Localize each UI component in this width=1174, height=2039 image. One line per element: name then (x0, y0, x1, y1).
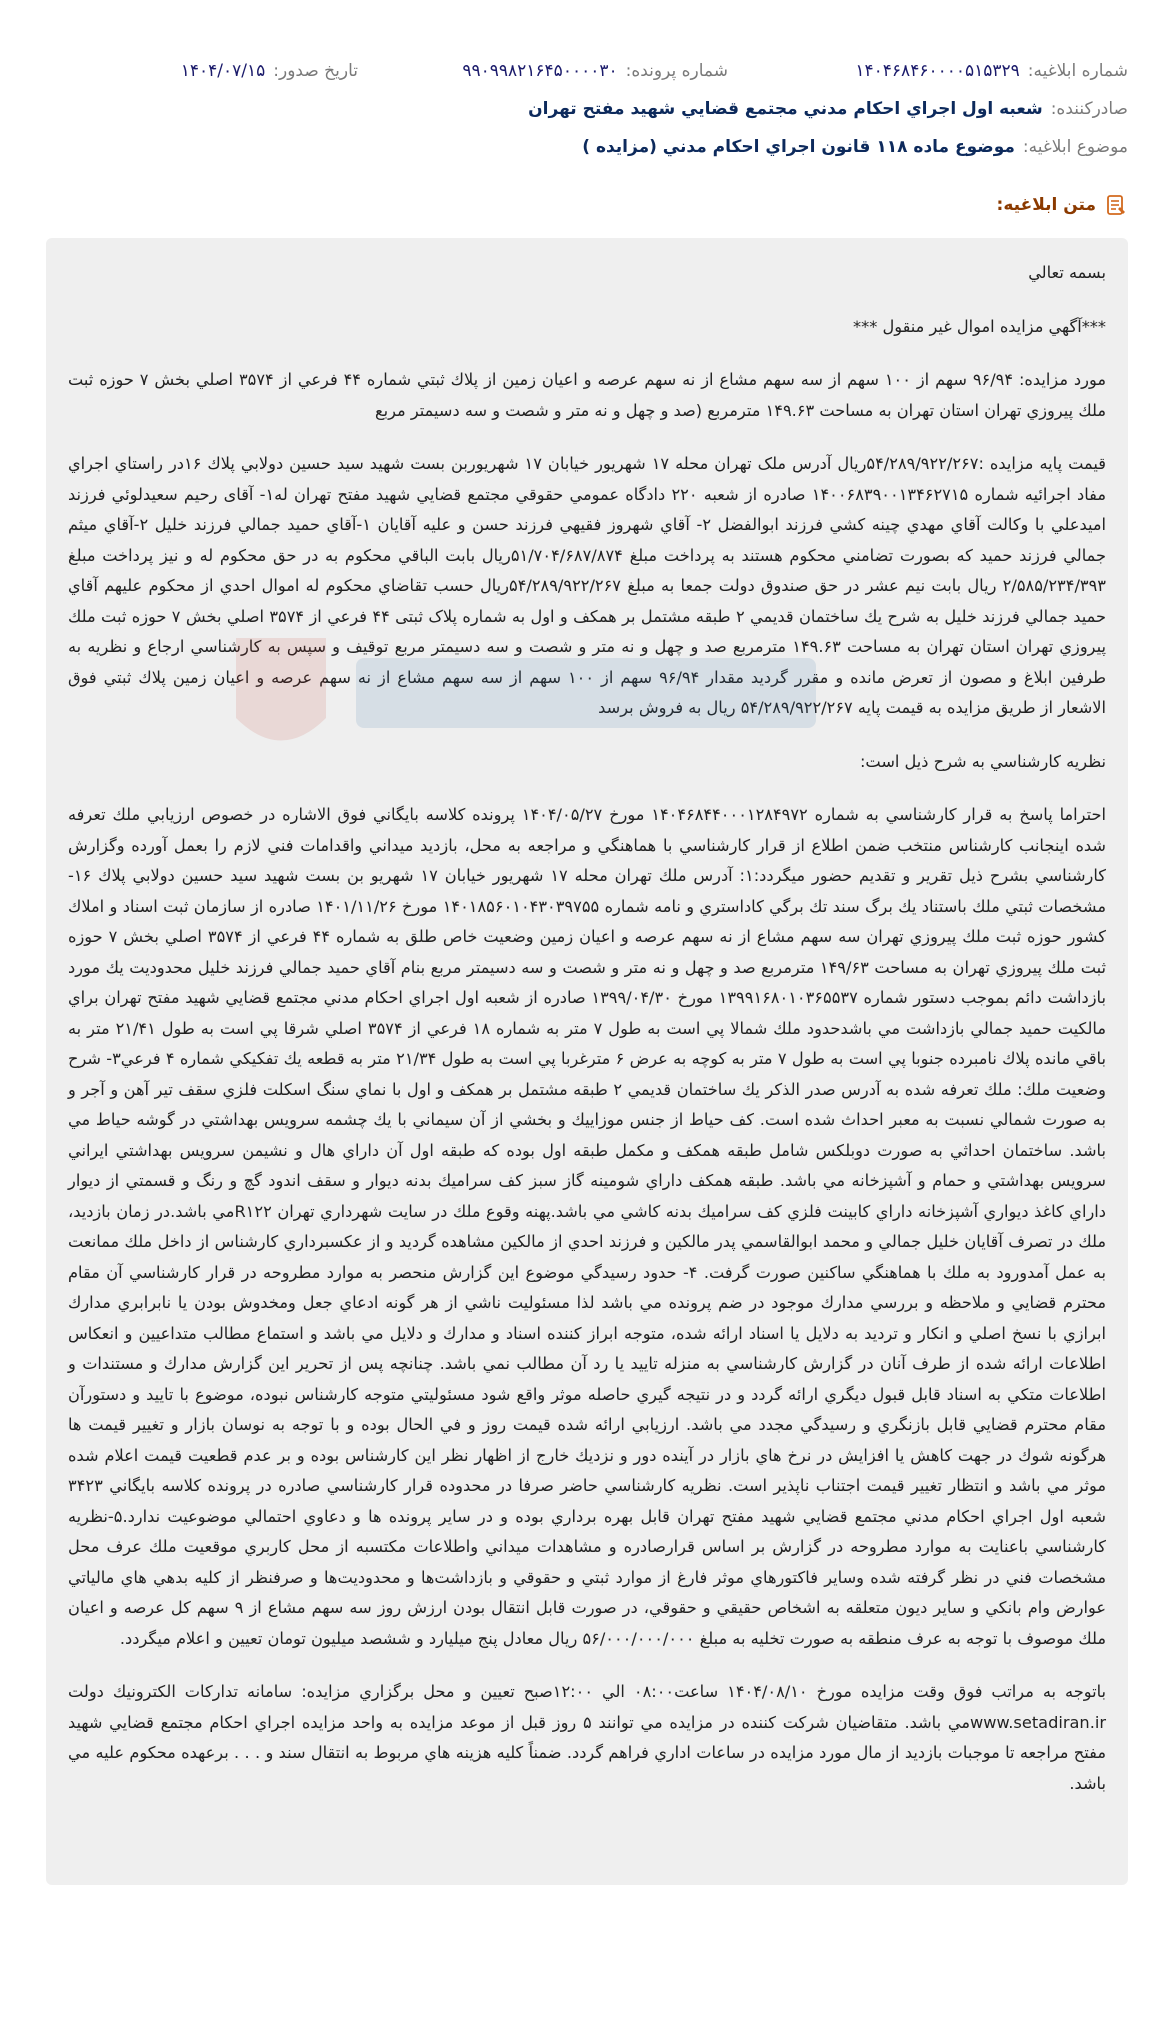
notice-text-heading (997, 193, 1128, 217)
header-row-issuer (46, 90, 1128, 128)
paragraph-expert-heading: نظريه كارشناسي به شرح ذيل است: (859, 751, 1106, 771)
header-row-numbers (46, 52, 1128, 90)
case-number-label: شماره پرونده: (625, 61, 728, 81)
paragraph-expert-opinion: احتراما پاسخ به قرار كارشناسي به شماره ۱۴۰۴۶۸۴۴۰۰۰۱۲۸۴۹۷۲ مورخ ۱۴۰۴/۰۵/۲۷ پرونده كلاسه بايگاني فوق الاشاره در خصوص ارزيابي ملك تعرفه شده اينجانب كارشناس منتخب ضمن اطلاع از قرار كارشناسي با هماهنگي و مراجعه به محل، بازديد ميداني واقدامات فني لازم را بعمل آورده وگزارش كارشناسي بشرح ذيل تقرير و تقديم حضور ميگردد:۱: آدرس ملك تهران محله ۱۷ شهريور خيابان ۱۷ شهريو بن بست شهيد سيد حسين دولابي پلاك ۱۶- مشخصات ثبتي ملك باستناد يك برگ سند تك برگي كاداستري و نامه شماره ۱۴۰۱۸۵۶۰۱۰۴۳۰۳۹۷۵۵ مورخ ۱۴۰۱/۱۱/۲۶ صادره از سازمان ثبت اسناد و املاك كشور حوزه ثبت ملك پيروزي تهران سه سهم مشاع از نه سهم عرصه و اعيان زمين وضعيت خاص طلق به شماره ۴۴ فرعي از ۳۵۷۴ اصلي بخش ۷ حوزه ثبت ملك پيروزي تهران به مساحت ۱۴۹/۶۳ مترمربع صد و چهل و نه متر و شصت و سه دسيمتر مربع بنام آقاي حميد جمالي فرزند خليل محدوديت يك مورد بازداشت دائم بموجب دستور شماره ۱۳۹۹۱۶۸۰۱۰۳۶۵۵۳۷ مورخ ۱۳۹۹/۰۴/۳۰ صادره از شعبه اول اجراي احكام مدني مجتمع قضايي شهيد مفتح تهران براي مالكيت حميد جمالي بازداشت مي باشدحدود ملك شمالا پي است به طول ۷ متر به شماره ۱۸ فرعي از ۳۵۷۴ اصلي شرقا پي است به طول ۲۱/۴۱ متر به باقي مانده پلاك نامبرده جنوبا پي است به طول ۷ متر به كوچه به عرض ۶ مترغربا پي است به طول ۲۱/۳۴ متر به قطعه يك تفكيكي شماره ۴ فرعي۳- شرح وضعيت ملك: ملك تعرفه شده به آدرس صدر الذكر يك ساختمان قديمي ۲ طبقه مشتمل بر همكف و اول با نماي سنگ اسكلت فلزي سقف تير آهن و آجر و به صورت شمالي نسبت به معبر احداث شده است. كف حياط از جنس موزاييك و بخشي از آن سيماني با يك چشمه سرويس بهداشتي در گوشه حياط مي باشد. ساختمان احداثي به صورت دوبلكس شامل طبقه همكف و مكمل طبقه اول بوده كه طبقه اول آن داراي هال و نشيمن سرويس بهداشتي ايراني سرويس بهداشتي و حمام و آشپزخانه مي باشد. طبقه همكف داراي شومينه گاز سبز كف سراميك بدنه ديوار و سقف اندود گچ و رنگ و قسمتي از ديوار داراي كاغذ ديواري آشپزخانه داراي كابينت فلزي كف سراميك بدنه كاشي مي باشد.پهنه وقوع ملك در سايت شهرداري تهران R۱۲۲مي باشد.در زمان بازديد، ملك در تصرف آقايان خليل جمالي و محمد ابوالقاسمي پدر مالكين و فرزند احدي از مالكين مشاهده گرديد و از عكسبرداري كارشناس از داخل ملك ممانعت به عمل آمدورود به ملك با هماهنگي ساكنين صورت گرفت. ۴- حدود رسيدگي موضوع اين گزارش منحصر به موارد مطروحه در قرار كارشناسي آن مقام محترم قضايي و ملاحظه و بررسي مدارك موجود در ضم پرونده مي باشد لذا مسئوليت ناشي از هر گونه ادعاي جعل ومخدوش بودن يا نابرابري مدارك ابرازي با نسخ اصلي و انكار و ترديد به دلايل يا اسناد ارائه شده، متوجه ابراز كننده اسناد و مدارك و دلايل مي باشد و استماع مطالب متداعيين و انعكاس اطلاعات ارائه شده از طرف آنان در گزارش كارشناسي به منزله تاييد يا رد آن مطالب نمي باشد. چنانچه پس از تحرير اين گزارش مدارك و مستندات و اطلاعات متكي به اسناد قابل قبول ديگري ارائه گردد و در نتيجه گيري حاصله موثر واقع شود مسئوليتي متوجه كارشناس نبوده، موضوع با تاييد و دستورآن مقام محترم قضايي قابل بازنگري و رسيدگي مجدد مي باشد. ارزيابي ارائه شده قيمت روز و في الحال بوده و با توجه به نوسان بازار و تغيير قيمت ها هرگونه شوك در جهت كاهش يا افزايش در نرخ هاي بازار در آينده دور و نزديك خارج از اظهار نظر اين كارشناس بوده و بر عدم قطعيت قيمت اعلام شده موثر مي باشد و انتظار تغيير قيمت اجتناب ناپذير است. نظريه كارشناسي حاضر صرفا در محدوده قرار كارشناسي صادره در پرونده كلاسه بايگاني ۳۴۲۳ شعبه اول اجراي احكام مدني مجتمع قضايي شهيد مفتح تهران قابل بهره برداري بوده و در ساير پرونده ها و دعاوي احتمالي موضوعيت ندارد.۵-نظريه كارشناسي باعنايت به موارد مطروحه در گزارش بر اساس قرارصادره و مشاهدات ميداني واطلاعات مكتسبه از محل كاربري موقعيت ملك عرف محل مشخصات فني در نظر گرفته شده وساير فاكتورهاي موثر فارغ از موارد ثبتي و حقوقي و بازداشت‌ها و محدوديت‌ها و صرفنظر از كليه بدهي هاي مالياتي عوارض وام بانكي و ساير ديون متعلقه به اشخاص حقيقي و حقوقي، در صورت قابل انتقال بودن ارزش روز سه سهم مشاع از ۹ سهم كل عرصه و اعيان ملك موصوف با توجه به عرف منطقه به صورت تخليه به مبلغ ۵۶/۰۰۰/۰۰۰/۰۰۰ ريال معادل پنج ميليارد و ششصد ميليون تومان تعيين و اعلام ميگردد. (68, 805, 1107, 1648)
paragraph-auction-time: باتوجه به مراتب فوق وقت مزايده مورخ ۱۴۰۴/۰۸/۱۰ ساعت۰۸:۰۰ الي ۱۲:۰۰صبح تعيين و محل برگزاري مزايده: سامانه تداركات الكترونيك دولت www.setadiran.irمي باشد. متقاضيان شركت كننده در مزايده مي توانند ۵ روز قبل از موعد مزايده به واحد مزايده اجراي احكام مجتمع قضايي شهيد مفتح مراجعه تا موجبات بازديد از مال مورد مزايده در ساعات اداري فراهم گردد. ضمناً كليه هزينه هاي مربوط به انتقال سند و . . . برعهده محكوم عليه مي باشد. (68, 1682, 1107, 1793)
paragraph-title: ***آگهي مزايده اموال غير منقول *** (853, 316, 1106, 336)
case-number-cell (358, 61, 728, 81)
header-row-subject (46, 128, 1128, 166)
paragraph-auction-item: مورد مزايده: ۹۶/۹۴ سهم از ۱۰۰ سهم از سه سهم مشاع از نه سهم عرصه و اعيان زمين از پلاك ثبتي شماره ۴۴ فرعي از ۳۵۷۴ اصلي بخش ۷ حوزه ثبت ملك پيروزي تهران استان تهران به مساحت ۱۴۹.۶۳ مترمربع (صد و چهل و نه متر و شصت و سه دسيمتر مربع (68, 370, 1106, 420)
issuer: شعبه اول اجراي احكام مدني مجتمع قضايي شهيد مفتح تهران (528, 99, 1043, 119)
subject: موضوع ماده ۱۱۸ قانون اجراي احكام مدني (مزايده ) (582, 137, 1015, 157)
case-number: ۹۹۰۹۹۸۲۱۶۴۵۰۰۰۰۳۰ (462, 61, 618, 81)
issue-date-label: تاريخ صدور: (273, 61, 358, 81)
document-icon (1104, 193, 1128, 217)
paragraph-greeting: بسمه تعالي (1028, 263, 1106, 282)
notice-number-label: شماره ابلاغيه: (1027, 61, 1128, 81)
issue-date: ۱۴۰۴/۰۷/۱۵ (180, 61, 266, 81)
subject-label: موضوع ابلاغيه: (1022, 137, 1128, 157)
paragraph-base-price: قيمت پايه مزايده :۵۴/۲۸۹/۹۲۲/۲۶۷ريال آدرس ملک تهران محله ۱۷ شهريور خيابان ۱۷ شهريوربن بست شهيد سيد حسين دولابي پلاك ۱۶در راستاي اجراي مفاد اجرائيه شماره ۱۴۰۰۶۸۳۹۰۰۱۳۴۶۲۷۱۵ صادره از شعبه ۲۲۰ دادگاه عمومي حقوقي مجتمع قضايي شهيد مفتح تهران له۱- آقای رحيم سعيدلوئي فرزند اميدعلي با وكالت آقاي مهدي چينه كشي فرزند ابوالفضل ۲- آقاي شهروز فقيهي فرزند حسن و عليه آقايان ۱-آقاي حميد جمالي فرزند خليل ۲-آقاي ميثم جمالي فرزند حميد كه بصورت تضامني محكوم هستند به پرداخت مبلغ ۵۱/۷۰۴/۶۸۷/۸۷۴ريال بابت الباقي محكوم به در حق محكوم له و نيز پرداخت مبلغ ۲/۵۸۵/۲۳۴/۳۹۳ ريال بابت نيم عشر در حق صندوق دولت جمعا به مبلغ ۵۴/۲۸۹/۹۲۲/۲۶۷ريال حسب تقاضاي محكوم له اموال احدي از محكوم عليهم آقاي حميد جمالي فرزند خليل به شرح يك ساختمان قديمي ۲ طبقه مشتمل بر همكف و اول به شماره پلاک ثبتی ۴۴ فرعي از ۳۵۷۴ اصلي بخش ۷ حوزه ثبت ملك پيروزي تهران استان تهران به مساحت ۱۴۹.۶۳ مترمربع صد و چهل و نه متر و شصت و سه دسيمتر مربع توقيف و سپس به كارشناسي ارجاع و نظريه به طرفين ابلاغ و مصون از تعرض مانده و مقرر گرديد مقدار ۹۶/۹۴ سهم از ۱۰۰ سهم از سه سهم مشاع از نه سهم عرصه و اعيان زمين پلاك ثبتي فوق الاشعار از طريق مزايده به قيمت پايه ۵۴/۲۸۹/۹۲۲/۲۶۷ ريال به فروش برسد (68, 454, 1107, 717)
notice-number: ۱۴۰۴۶۸۴۶۰۰۰۰۵۱۵۳۲۹ (855, 61, 1020, 81)
notice-text-title: متن ابلاغيه: (996, 195, 1096, 215)
issuer-label: صادرکننده: (1050, 99, 1128, 119)
issue-date-cell (181, 61, 358, 81)
notice-body (46, 238, 1128, 1885)
notice-header (46, 52, 1128, 166)
notice-number-cell (728, 61, 1128, 81)
